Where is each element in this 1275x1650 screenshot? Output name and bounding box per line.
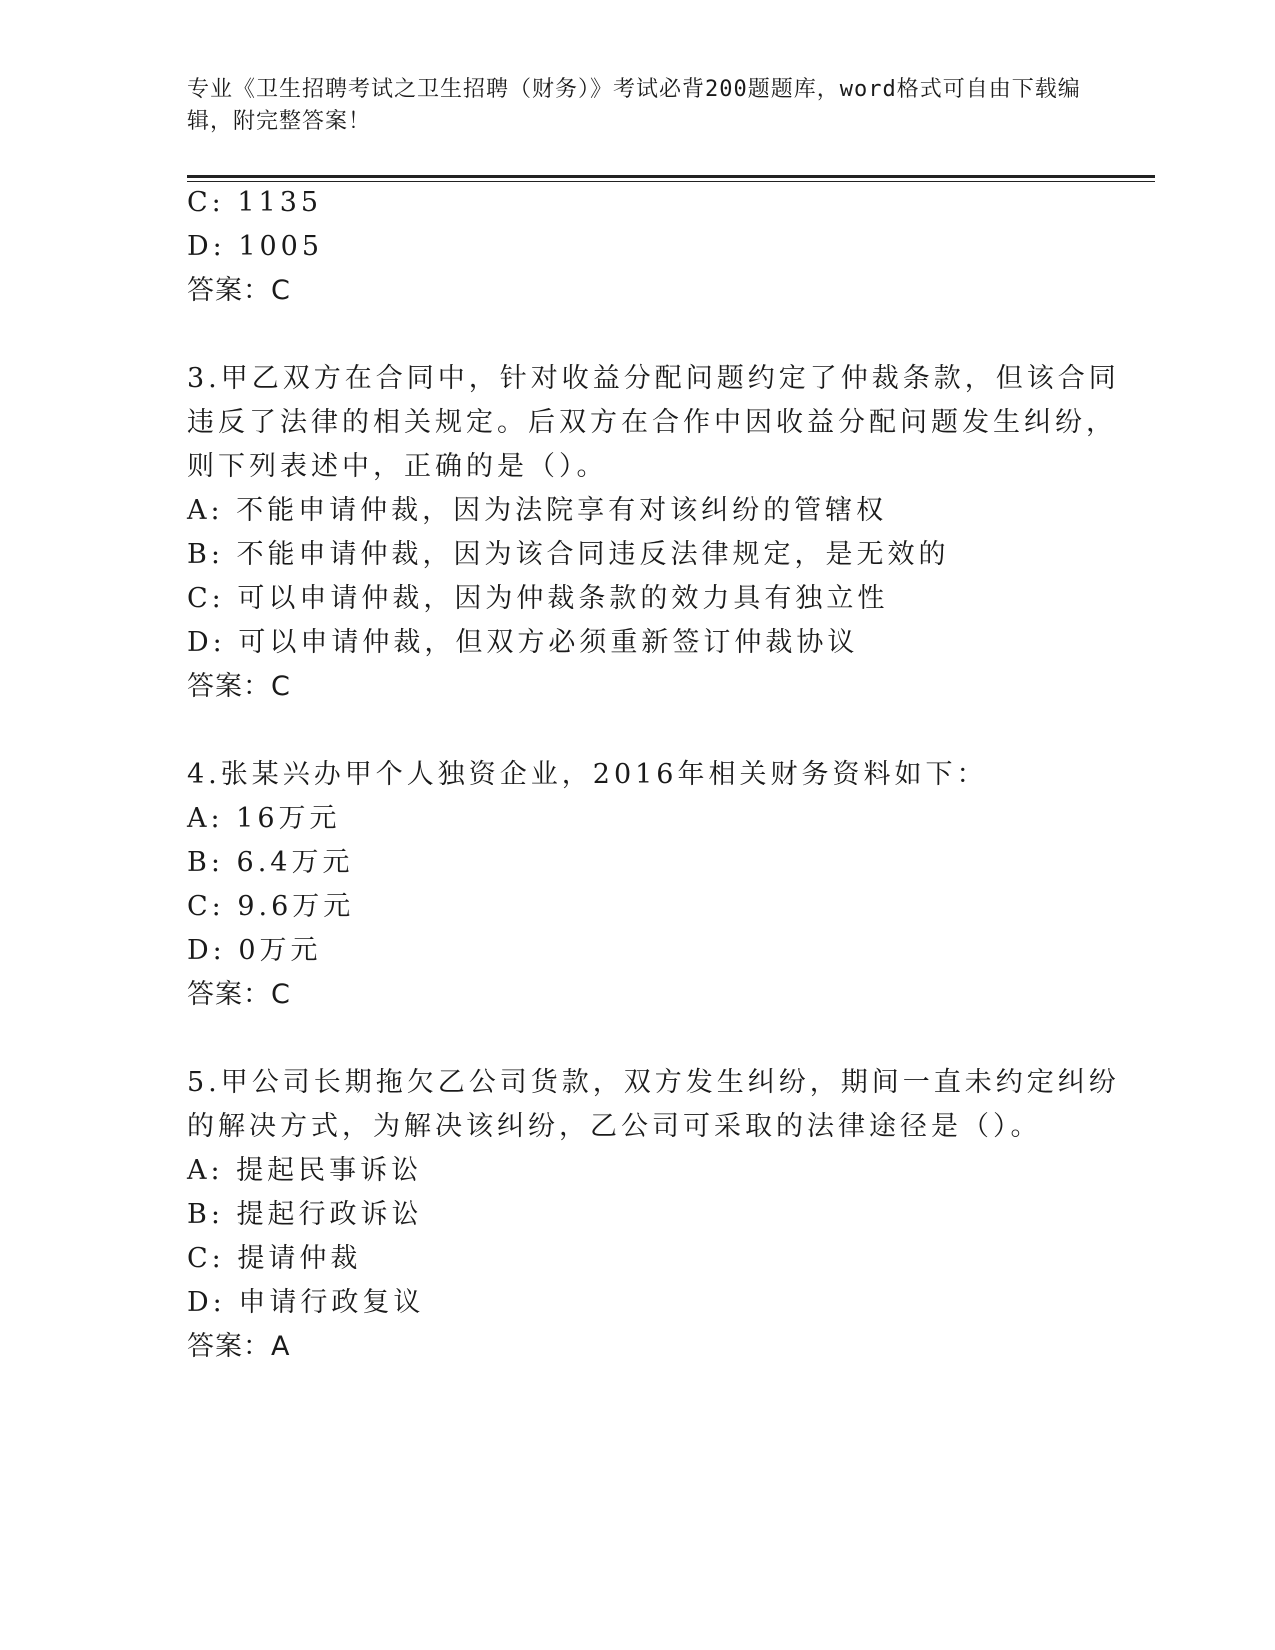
q3-option-c: C: 可以申请仲裁，因为仲裁条款的效力具有独立性 bbox=[187, 583, 889, 614]
q5-stem-line-1: 5.甲公司长期拖欠乙公司货款，双方发生纠纷，期间一直未约定纠纷 bbox=[187, 1067, 1120, 1098]
q4-option-a: A: 16万元 bbox=[187, 803, 341, 834]
q5-option-a: A: 提起民事诉讼 bbox=[187, 1155, 423, 1186]
q4-stem-line-1: 4.张某兴办甲个人独资企业，2016年相关财务资料如下： bbox=[187, 759, 988, 790]
q5-option-c: C: 提请仲裁 bbox=[187, 1243, 362, 1274]
q3-option-a: A: 不能申请仲裁，因为法院享有对该纠纷的管辖权 bbox=[187, 495, 888, 526]
q4-option-c: C: 9.6万元 bbox=[187, 891, 355, 922]
q2-option-c: C: 1135 bbox=[187, 187, 323, 218]
page-header: 专业《卫生招聘考试之卫生招聘（财务）》考试必背200题题库，word格式可自由下载编辑，附完整答案！ bbox=[187, 77, 1081, 134]
q3-stem-line-1: 3.甲乙双方在合同中，针对收益分配问题约定了仲裁条款，但该合同 bbox=[187, 363, 1120, 394]
q3-answer: 答案：C bbox=[187, 671, 291, 702]
q4-answer: 答案：C bbox=[187, 979, 291, 1010]
q3-stem-line-3: 则下列表述中，正确的是（）。 bbox=[187, 451, 608, 482]
q5-answer: 答案：A bbox=[187, 1331, 291, 1362]
q3-option-b: B: 不能申请仲裁，因为该合同违反法律规定，是无效的 bbox=[187, 539, 950, 570]
header-rule-thick bbox=[187, 175, 1155, 178]
q4-option-b: B: 6.4万元 bbox=[187, 847, 354, 878]
q3-stem-line-2: 违反了法律的相关规定。后双方在合作中因收益分配问题发生纠纷， bbox=[187, 407, 1117, 438]
q2-option-d: D: 1005 bbox=[187, 231, 324, 262]
q2-answer: 答案：C bbox=[187, 275, 291, 306]
q4-option-d: D: 0万元 bbox=[187, 935, 322, 966]
q5-option-d: D: 申请行政复议 bbox=[187, 1287, 425, 1318]
q5-option-b: B: 提起行政诉讼 bbox=[187, 1199, 423, 1230]
q5-stem-line-2: 的解决方式，为解决该纠纷，乙公司可采取的法律途径是（）。 bbox=[187, 1111, 1042, 1142]
q3-option-d: D: 可以申请仲裁，但双方必须重新签订仲裁协议 bbox=[187, 627, 859, 658]
header-rule-thin bbox=[187, 181, 1155, 182]
